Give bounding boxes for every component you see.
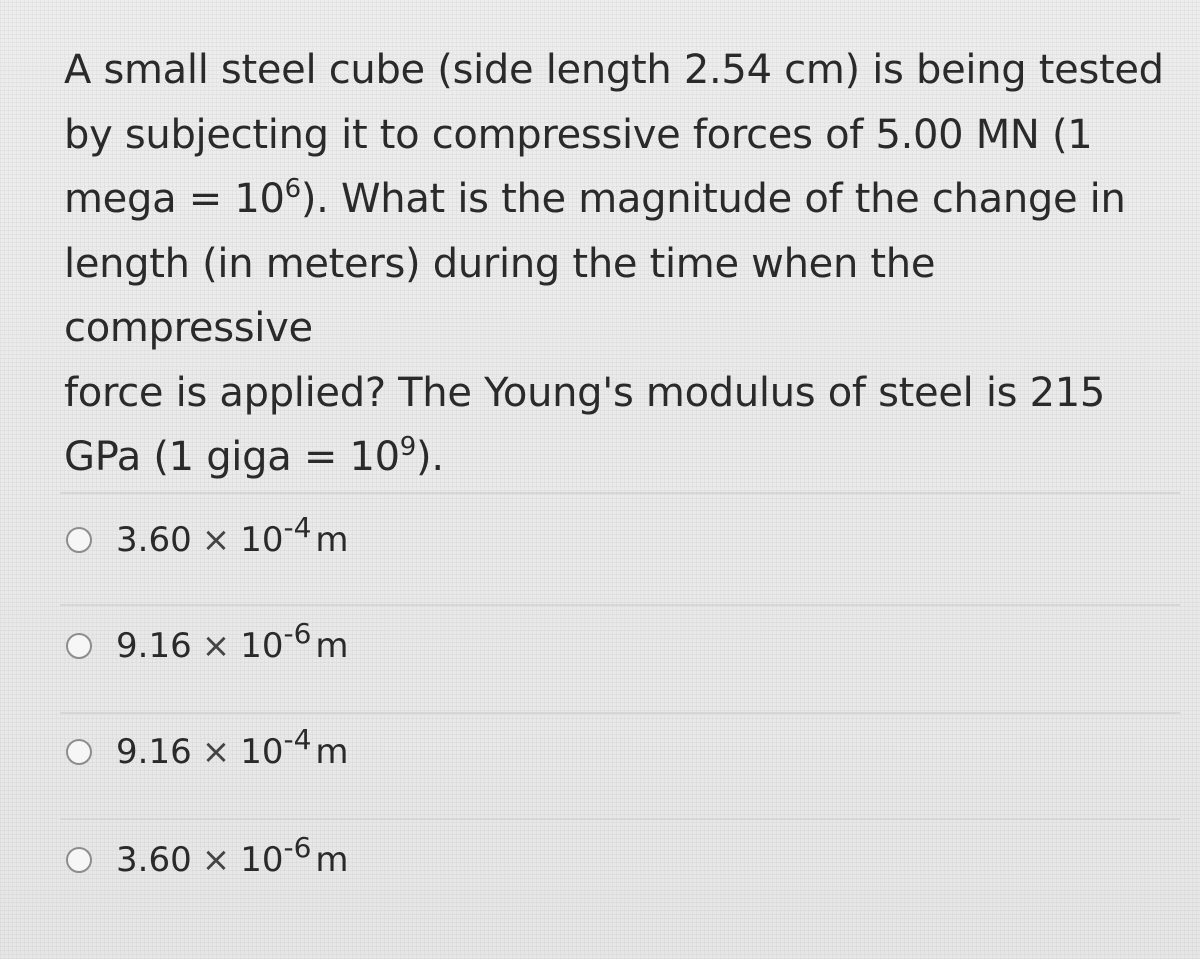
divider — [60, 818, 1180, 820]
answer-unit: m — [315, 626, 349, 666]
radio-button[interactable] — [66, 633, 92, 659]
divider — [60, 604, 1180, 606]
answer-option-3[interactable] — [66, 724, 349, 780]
question-line-1: A small steel cube (side length 2.54 cm) is being tested — [64, 47, 1164, 93]
question-line-6 — [64, 425, 1174, 490]
question-line-2: by subjecting it to compressive forces of 5.00 MN (1 — [64, 111, 1093, 158]
question-line-5: force is applied? The Young's modulus of steel is 215 — [64, 369, 1106, 416]
question-text-fragment: mega = 10 — [64, 176, 285, 222]
radio-button[interactable] — [66, 739, 92, 765]
question-text-fragment: ). — [416, 434, 444, 480]
times-symbol: × — [201, 626, 231, 666]
exponent: 6 — [284, 174, 301, 204]
answer-exponent: -4 — [283, 511, 312, 544]
answer-base: 10 — [240, 732, 284, 772]
answer-label — [116, 723, 349, 772]
answer-unit: m — [315, 840, 349, 880]
question-text-fragment: GPa (1 giga = 10 — [64, 434, 400, 480]
exponent: 9 — [399, 432, 417, 462]
answer-label — [116, 617, 349, 666]
answer-exponent: -4 — [283, 723, 312, 756]
times-symbol: × — [201, 732, 231, 772]
answer-option-4[interactable] — [66, 832, 349, 888]
question-line-4: length (in meters) during the time when the compressive — [64, 240, 936, 351]
answer-base: 10 — [240, 840, 284, 880]
answer-label — [116, 511, 349, 560]
divider — [60, 492, 1180, 494]
divider — [60, 712, 1180, 714]
answer-mantissa: 3.60 — [116, 520, 192, 560]
answer-mantissa: 9.16 — [116, 732, 192, 772]
times-symbol: × — [201, 840, 231, 880]
radio-button[interactable] — [66, 527, 92, 553]
answer-base: 10 — [240, 626, 284, 666]
question-text-fragment: ). What is the magnitude of the change in — [300, 176, 1126, 222]
answer-exponent: -6 — [283, 617, 312, 650]
question-text — [64, 38, 1174, 490]
times-symbol: × — [201, 520, 231, 560]
radio-button[interactable] — [66, 847, 92, 873]
question-line-3 — [64, 167, 1174, 232]
answer-exponent: -6 — [283, 831, 312, 864]
answer-unit: m — [315, 732, 349, 772]
answer-mantissa: 9.16 — [116, 626, 192, 666]
answer-option-2[interactable] — [66, 618, 349, 674]
answer-option-1[interactable] — [66, 512, 349, 568]
answer-unit: m — [315, 520, 349, 560]
answer-base: 10 — [240, 520, 284, 560]
answer-label — [116, 831, 349, 880]
answer-mantissa: 3.60 — [116, 840, 192, 880]
